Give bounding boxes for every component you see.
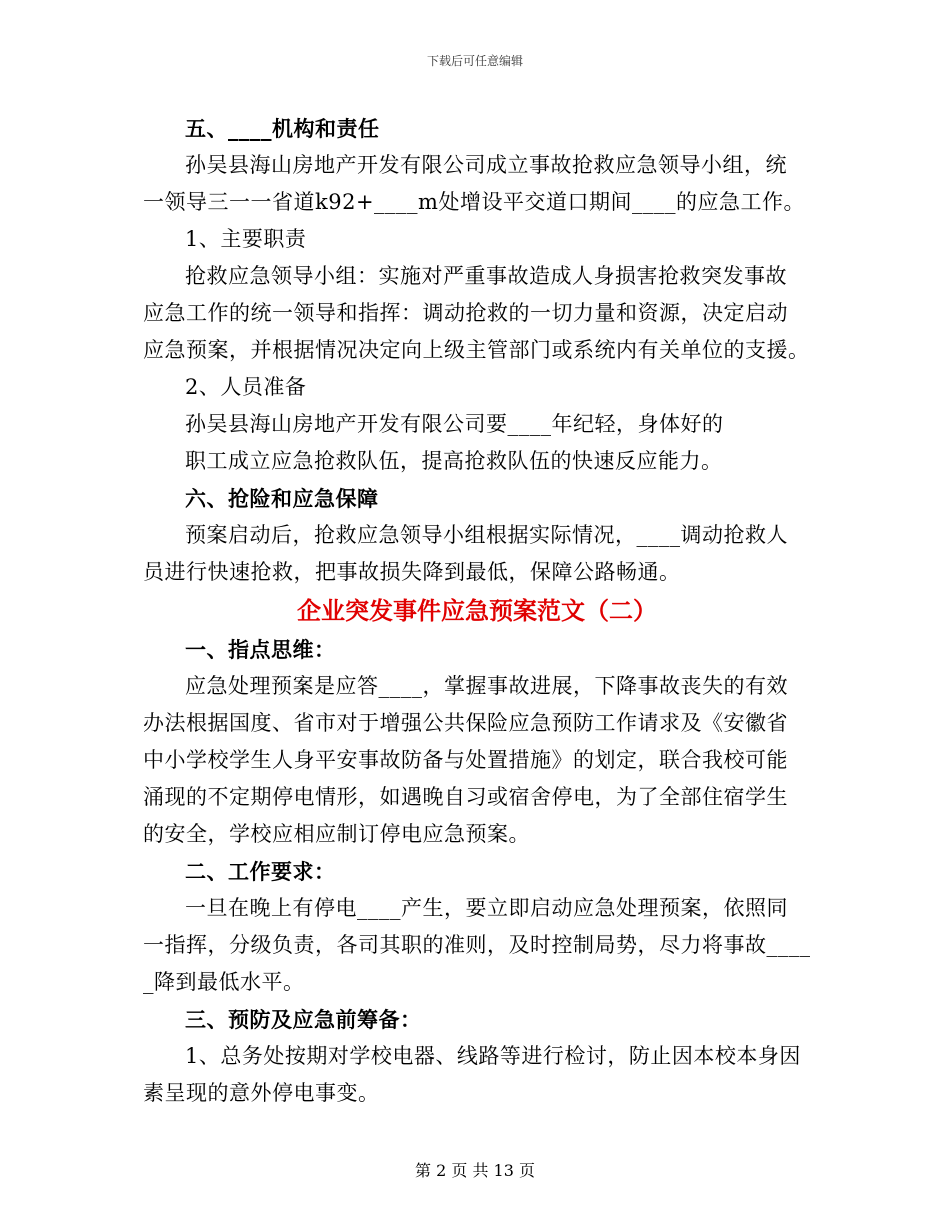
paragraph-line: 素呈现的意外停电事变。 [143, 1081, 380, 1105]
section-heading: 五、____机构和责任 [185, 116, 380, 141]
paragraph-line: 孙吴县海山房地产开发有限公司要____年纪轻，身体好的 [185, 412, 724, 436]
section-title: 企业突发事件应急预案范文（二） [297, 596, 657, 625]
page-footer: 第 2 页 共 13 页 [415, 1161, 535, 1180]
paragraph-line: 2、人员准备 [185, 375, 307, 399]
paragraph-line: 一旦在晚上有停电____产生，要立即启动应急处理预案，依照同 [185, 896, 788, 920]
paragraph-line: 职工成立应急抢救队伍，提高抢救队伍的快速反应能力。 [185, 449, 723, 473]
paragraph-line: 涌现的不定期停电情形，如遇晚自习或宿舍停电，为了全部住宿学生 [143, 785, 788, 809]
paragraph-line: 的安全，学校应相应制订停电应急预案。 [143, 822, 530, 846]
paragraph-line: 应急处理预案是应答____，掌握事故进展，下降事故丧失的有效 [185, 674, 788, 698]
paragraph-line: 员进行快速抢救，把事故损失降到最低，保障公路畅通。 [143, 560, 681, 584]
paragraph-line: 一指挥，分级负责，各司其职的准则，及时控制局势，尽力将事故____ [143, 933, 811, 957]
paragraph-line: 1、主要职责 [185, 227, 307, 251]
paragraph-line: 孙吴县海山房地产开发有限公司成立事故抢救应急领导小组，统 [185, 153, 787, 177]
paragraph-line: 预案启动后，抢救应急领导小组根据实际情况，____调动抢救人 [185, 523, 788, 547]
section-heading: 一、指点思维： [185, 637, 336, 662]
paragraph-line: 1、总务处按期对学校电器、线路等进行检讨，防止因本校本身因 [185, 1044, 801, 1068]
paragraph-line: _降到最低水平。 [143, 970, 305, 994]
page-header: 下载后可任意编辑 [426, 54, 523, 68]
document-body [143, 110, 811, 1112]
paragraph-line: 抢救应急领导小组：实施对严重事故造成人身损害抢救突发事故 [185, 264, 787, 288]
paragraph-line: 办法根据国度、省市对于增强公共保险应急预防工作请求及《安徽省 [143, 711, 788, 735]
paragraph-line: 应急工作的统一领导和指挥：调动抢救的一切力量和资源，决定启动 [143, 301, 788, 325]
paragraph-line: 中小学校学生人身平安事故防备与处置措施》的划定，联合我校可能 [143, 748, 788, 772]
section-heading: 六、抢险和应急保障 [185, 486, 379, 511]
paragraph-line: 应急预案，并根据情况决定向上级主管部门或系统内有关单位的支援。 [143, 338, 810, 362]
section-heading: 二、工作要求： [185, 859, 336, 884]
section-heading: 三、预防及应急前筹备： [185, 1007, 422, 1032]
paragraph-line: 一领导三一一省道k92+____m处增设平交道口期间____的应急工作。 [143, 190, 805, 214]
